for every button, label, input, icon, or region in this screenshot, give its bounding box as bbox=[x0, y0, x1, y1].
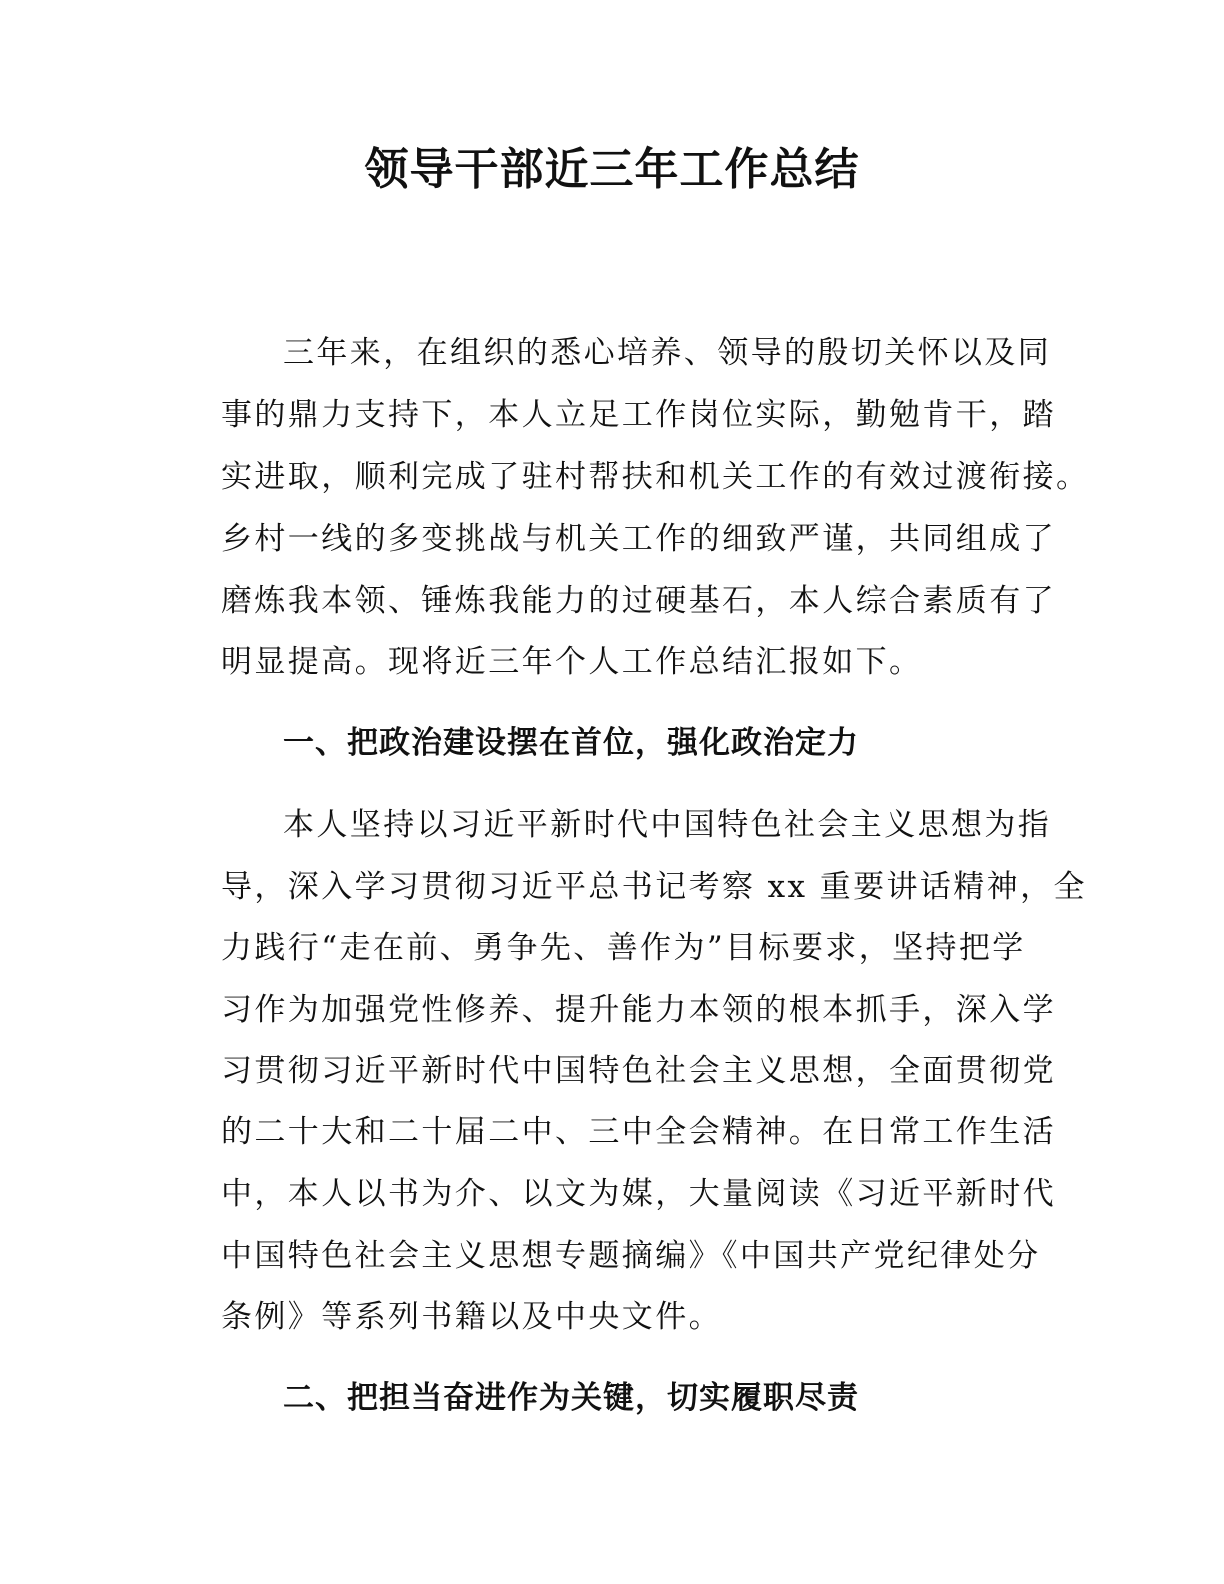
paragraph-line: 条例》等系列书籍以及中央文件。 bbox=[221, 1299, 722, 1335]
paragraph-line: 中国特色社会主义思想专题摘编》《中国共产党纪律处分 bbox=[221, 1238, 1041, 1274]
paragraph-line: 习贯彻习近平新时代中国特色社会主义思想，全面贯彻党 bbox=[221, 1053, 1056, 1089]
paragraph-line: 力践行“走在前、勇争先、善作为”目标要求，坚持把学 bbox=[221, 930, 1026, 966]
paragraph-line: 乡村一线的多变挑战与机关工作的细致严谨，共同组成了 bbox=[221, 521, 1056, 557]
paragraph-line: 三年来，在组织的悉心培养、领导的殷切关怀以及同 bbox=[283, 335, 1052, 371]
paragraph-line: 实进取，顺利完成了驻村帮扶和机关工作的有效过渡衔接。 bbox=[221, 459, 1090, 495]
paragraph-line: 事的鼎力支持下，本人立足工作岗位实际，勤勉肯干，踏 bbox=[221, 397, 1056, 433]
document-title: 领导干部近三年工作总结 bbox=[364, 144, 860, 195]
section-heading-1: 一、把政治建设摆在首位，强化政治定力 bbox=[283, 725, 859, 761]
paragraph-line: 磨炼我本领、锤炼我能力的过硬基石，本人综合素质有了 bbox=[221, 583, 1056, 619]
section-heading-2: 二、把担当奋进作为关键，切实履职尽责 bbox=[283, 1380, 859, 1416]
paragraph-line: 习作为加强党性修养、提升能力本领的根本抓手，深入学 bbox=[221, 992, 1056, 1028]
paragraph-line: 中，本人以书为介、以文为媒，大量阅读《习近平新时代 bbox=[221, 1176, 1056, 1212]
paragraph-line: 明显提高。现将近三年个人工作总结汇报如下。 bbox=[221, 644, 923, 680]
paragraph-line: 的二十大和二十届二中、三中全会精神。在日常工作生活 bbox=[221, 1114, 1056, 1150]
paragraph-line: 本人坚持以习近平新时代中国特色社会主义思想为指 bbox=[283, 807, 1052, 843]
paragraph-line: 导，深入学习贯彻习近平总书记考察 xx 重要讲话精神，全 bbox=[221, 869, 1087, 905]
